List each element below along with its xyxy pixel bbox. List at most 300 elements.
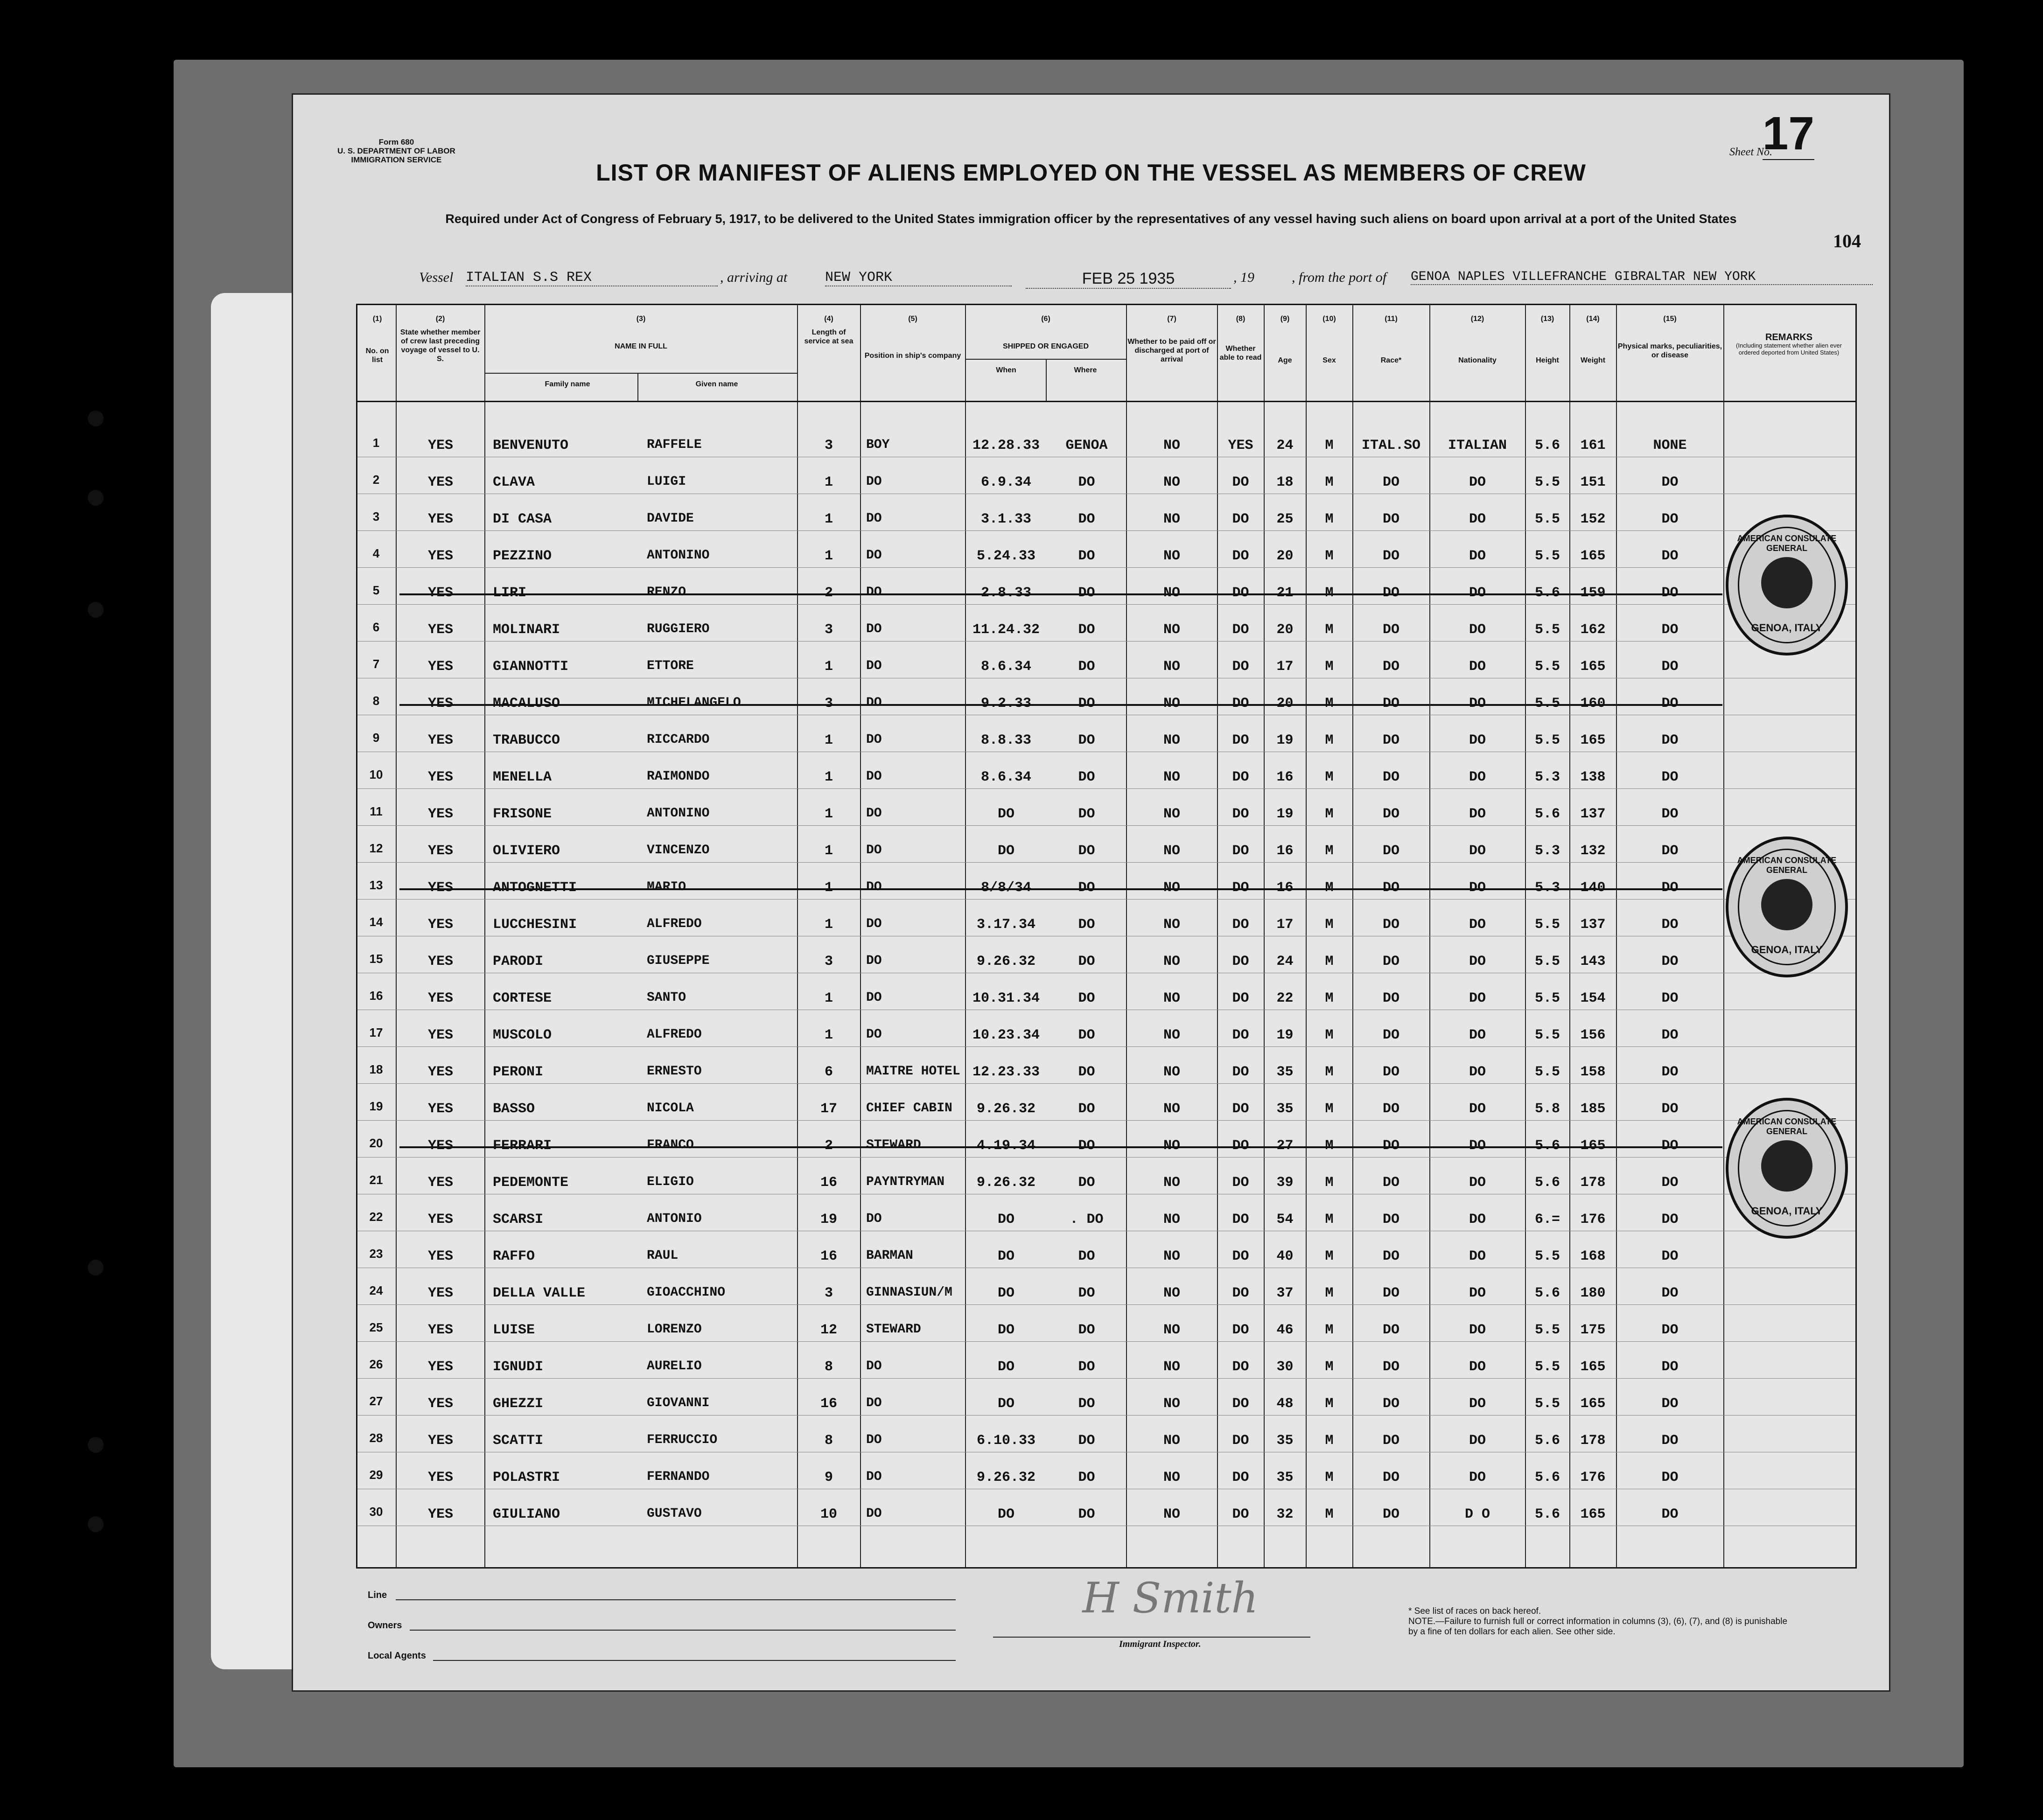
cell-weight: 151 bbox=[1580, 474, 1606, 490]
cell-nat: DO bbox=[1469, 732, 1486, 748]
cell-prev: YES bbox=[427, 1433, 453, 1449]
cell-nat: DO bbox=[1469, 1396, 1486, 1412]
cell-sex: M bbox=[1325, 1396, 1334, 1412]
eagle-emblem-icon bbox=[1761, 879, 1812, 930]
consulate-stamp bbox=[1726, 515, 1848, 655]
cell-family: BENVENUTO bbox=[493, 438, 569, 453]
cell-prev: YES bbox=[427, 659, 453, 675]
cell-position: DO bbox=[866, 843, 882, 858]
cell-paid: NO bbox=[1163, 1359, 1180, 1375]
col-number: (6) bbox=[1041, 315, 1050, 323]
cell-height: 5.8 bbox=[1534, 1101, 1560, 1117]
cell-age: 24 bbox=[1276, 954, 1294, 969]
cell-nat: DO bbox=[1469, 1138, 1486, 1154]
header-bottom-rule bbox=[357, 401, 1855, 402]
cell-position: DO bbox=[866, 1396, 882, 1410]
row-number: 18 bbox=[369, 1062, 383, 1076]
cell-age: 21 bbox=[1276, 585, 1294, 601]
from-port-label: , from the port of bbox=[1292, 270, 1387, 285]
cell-nat: D O bbox=[1464, 1506, 1490, 1522]
cell-position: DO bbox=[866, 659, 882, 673]
cell-when: 3.1.33 bbox=[980, 511, 1032, 527]
owners-field bbox=[410, 1630, 956, 1631]
cell-family: TRABUCCO bbox=[493, 732, 560, 748]
cell-position: DO bbox=[866, 1027, 882, 1042]
cell-age: 19 bbox=[1276, 732, 1294, 748]
cell-read: DO bbox=[1232, 990, 1249, 1006]
cell-position: DO bbox=[866, 1212, 882, 1226]
row-rule bbox=[357, 1415, 1855, 1416]
cell-height: 5.6 bbox=[1534, 1433, 1560, 1449]
cell-given: MICHELANGELO bbox=[647, 696, 741, 710]
cell-sex: M bbox=[1325, 1322, 1334, 1338]
cell-paid: NO bbox=[1163, 622, 1180, 638]
cell-service: 6 bbox=[824, 1064, 833, 1080]
cell-sex: M bbox=[1325, 1248, 1334, 1264]
row-strikethrough bbox=[399, 704, 1722, 706]
cell-paid: NO bbox=[1163, 1212, 1180, 1227]
cell-height: 5.5 bbox=[1534, 990, 1560, 1006]
cell-family: SCARSI bbox=[493, 1212, 544, 1227]
cell-when: 12.23.33 bbox=[972, 1064, 1040, 1080]
cell-paid: NO bbox=[1163, 1506, 1180, 1522]
sheet-number: 17 bbox=[1762, 107, 1814, 160]
cell-height: 5.3 bbox=[1534, 843, 1560, 859]
cell-nat: DO bbox=[1469, 769, 1486, 785]
cell-prev: YES bbox=[427, 1359, 453, 1375]
cell-height: 5.5 bbox=[1534, 474, 1560, 490]
row-number: 6 bbox=[372, 620, 380, 634]
row-rule bbox=[357, 825, 1855, 826]
cell-nat: DO bbox=[1469, 1027, 1486, 1043]
cell-family: MACALUSO bbox=[493, 696, 560, 711]
year-label: , 19 bbox=[1233, 270, 1254, 285]
line-label: Line bbox=[368, 1590, 387, 1600]
cell-given: NICOLA bbox=[647, 1101, 694, 1116]
cell-prev: YES bbox=[427, 1175, 453, 1191]
cell-nat: DO bbox=[1469, 585, 1486, 601]
cell-position: BARMAN bbox=[866, 1248, 913, 1263]
cell-given: ANTONINO bbox=[647, 806, 710, 821]
cell-weight: 165 bbox=[1580, 1138, 1606, 1154]
row-rule bbox=[357, 862, 1855, 863]
col-label: Age bbox=[1278, 356, 1292, 364]
cell-service: 10 bbox=[820, 1506, 837, 1522]
cell-race: DO bbox=[1382, 880, 1399, 896]
col-label: NAME IN FULL bbox=[615, 342, 667, 350]
cell-position: PAYNTRYMAN bbox=[866, 1175, 945, 1189]
cell-paid: NO bbox=[1163, 843, 1180, 859]
cell-height: 6.= bbox=[1534, 1212, 1560, 1227]
col-header-where: Where bbox=[1074, 366, 1097, 374]
cell-where: DO bbox=[1078, 696, 1095, 711]
cell-nat: DO bbox=[1469, 622, 1486, 638]
cell-marks: DO bbox=[1661, 732, 1679, 748]
row-rule bbox=[357, 788, 1855, 789]
row-number: 3 bbox=[372, 509, 380, 523]
cell-when: DO bbox=[997, 1359, 1015, 1375]
col-header-when: When bbox=[996, 366, 1016, 374]
cell-nat: DO bbox=[1469, 880, 1486, 896]
cell-sex: M bbox=[1325, 1506, 1334, 1522]
stamp-top-text: AMERICAN CONSULATE GENERAL bbox=[1737, 856, 1837, 875]
row-rule bbox=[357, 1120, 1855, 1121]
row-number: 29 bbox=[369, 1468, 383, 1482]
cell-race: DO bbox=[1382, 1027, 1399, 1043]
cell-sex: M bbox=[1325, 1470, 1334, 1485]
cell-age: 35 bbox=[1276, 1064, 1294, 1080]
cell-family: CORTESE bbox=[493, 990, 552, 1006]
cell-family: PERONI bbox=[493, 1064, 544, 1080]
cell-given: ANTONINO bbox=[647, 548, 710, 563]
col-label: Position in ship's company bbox=[864, 352, 961, 360]
cell-sex: M bbox=[1325, 880, 1334, 896]
cell-height: 5.5 bbox=[1534, 1027, 1560, 1043]
row-number: 4 bbox=[372, 546, 380, 560]
cell-height: 5.5 bbox=[1534, 732, 1560, 748]
cell-when: 12.28.33 bbox=[972, 438, 1040, 453]
row-rule bbox=[357, 1046, 1855, 1047]
cell-height: 5.6 bbox=[1534, 1285, 1560, 1301]
cell-paid: NO bbox=[1163, 438, 1180, 453]
cell-race: DO bbox=[1382, 548, 1399, 564]
cell-weight: 165 bbox=[1580, 548, 1606, 564]
cell-weight: 165 bbox=[1580, 1506, 1606, 1522]
col-number: (12) bbox=[1470, 315, 1484, 323]
cell-read: DO bbox=[1232, 732, 1249, 748]
cell-when: DO bbox=[997, 806, 1015, 822]
row-number: 25 bbox=[369, 1320, 383, 1334]
cell-service: 1 bbox=[824, 917, 833, 933]
col-number: (3) bbox=[636, 315, 646, 323]
cell-marks: DO bbox=[1661, 1506, 1679, 1522]
cell-marks: DO bbox=[1661, 1433, 1679, 1449]
cell-when: DO bbox=[997, 1285, 1015, 1301]
cell-when: DO bbox=[997, 1322, 1015, 1338]
cell-paid: NO bbox=[1163, 806, 1180, 822]
cell-sex: M bbox=[1325, 954, 1334, 969]
cell-given: ELIGIO bbox=[647, 1175, 694, 1189]
agents-field bbox=[433, 1660, 956, 1661]
cell-race: DO bbox=[1382, 511, 1399, 527]
cell-given: GIUSEPPE bbox=[647, 954, 710, 968]
consulate-stamp bbox=[1726, 1098, 1848, 1239]
cell-read: DO bbox=[1232, 1064, 1249, 1080]
cell-service: 3 bbox=[824, 954, 833, 969]
cell-age: 18 bbox=[1276, 474, 1294, 490]
cell-family: FRISONE bbox=[493, 806, 552, 822]
col-number: (5) bbox=[908, 315, 917, 323]
cell-nat: DO bbox=[1469, 843, 1486, 859]
cell-given: FRANCO bbox=[647, 1138, 694, 1152]
cell-marks: DO bbox=[1661, 1322, 1679, 1338]
cell-where: DO bbox=[1078, 1027, 1095, 1043]
vessel-label: Vessel bbox=[419, 270, 454, 285]
cell-weight: 156 bbox=[1580, 1027, 1606, 1043]
cell-weight: 165 bbox=[1580, 659, 1606, 675]
cell-when: 8.6.34 bbox=[980, 769, 1032, 785]
cell-when: DO bbox=[997, 1396, 1015, 1412]
cell-sex: M bbox=[1325, 769, 1334, 785]
cell-marks: DO bbox=[1661, 1138, 1679, 1154]
cell-paid: NO bbox=[1163, 548, 1180, 564]
cell-prev: YES bbox=[427, 880, 453, 896]
cell-prev: YES bbox=[427, 769, 453, 785]
cell-sex: M bbox=[1325, 1027, 1334, 1043]
cell-where: DO bbox=[1078, 1101, 1095, 1117]
cell-read: DO bbox=[1232, 1138, 1249, 1154]
cell-prev: YES bbox=[427, 696, 453, 711]
cell-position: DO bbox=[866, 1506, 882, 1521]
cell-marks: DO bbox=[1661, 1064, 1679, 1080]
cell-age: 35 bbox=[1276, 1470, 1294, 1485]
binder-hole bbox=[88, 1437, 104, 1453]
cell-sex: M bbox=[1325, 806, 1334, 822]
cell-age: 16 bbox=[1276, 843, 1294, 859]
cell-prev: YES bbox=[427, 1506, 453, 1522]
cell-given: RAUL bbox=[647, 1248, 679, 1263]
cell-sex: M bbox=[1325, 696, 1334, 711]
cell-where: DO bbox=[1078, 548, 1095, 564]
cell-paid: NO bbox=[1163, 880, 1180, 896]
cell-given: ALFREDO bbox=[647, 917, 702, 931]
row-number: 20 bbox=[369, 1136, 383, 1150]
cell-service: 1 bbox=[824, 659, 833, 675]
row-number: 21 bbox=[369, 1173, 383, 1187]
cell-when: 8.8.33 bbox=[980, 732, 1032, 748]
row-number: 19 bbox=[369, 1099, 383, 1113]
cell-given: LORENZO bbox=[647, 1322, 702, 1337]
cell-age: 25 bbox=[1276, 511, 1294, 527]
cell-read: DO bbox=[1232, 696, 1249, 711]
cell-family: BASSO bbox=[493, 1101, 535, 1117]
row-number: 1 bbox=[372, 436, 380, 450]
cell-age: 16 bbox=[1276, 769, 1294, 785]
cell-service: 1 bbox=[824, 474, 833, 490]
cell-given: ANTONIO bbox=[647, 1212, 702, 1226]
col-number: (4) bbox=[824, 315, 833, 323]
row-number: 11 bbox=[370, 804, 383, 818]
cell-service: 8 bbox=[824, 1359, 833, 1375]
cell-prev: YES bbox=[427, 1138, 453, 1154]
cell-position: DO bbox=[866, 732, 882, 747]
cell-service: 12 bbox=[820, 1322, 837, 1338]
cell-where: DO bbox=[1078, 1359, 1095, 1375]
row-rule bbox=[357, 1378, 1855, 1379]
cell-prev: YES bbox=[427, 1470, 453, 1485]
cell-position: BOY bbox=[866, 438, 890, 452]
manifest-page bbox=[292, 93, 1890, 1692]
department-name: U. S. DEPARTMENT OF LABOR bbox=[337, 146, 455, 155]
cell-race: DO bbox=[1382, 1212, 1399, 1227]
cell-position: DO bbox=[866, 548, 882, 563]
cell-family: MUSCOLO bbox=[493, 1027, 552, 1043]
cell-read: DO bbox=[1232, 880, 1249, 896]
cell-paid: NO bbox=[1163, 474, 1180, 490]
cell-race: DO bbox=[1382, 1322, 1399, 1338]
row-number: 14 bbox=[369, 915, 383, 929]
cell-when: DO bbox=[997, 1506, 1015, 1522]
cell-family: PEDEMONTE bbox=[493, 1175, 569, 1191]
cell-age: 19 bbox=[1276, 806, 1294, 822]
cell-marks: DO bbox=[1661, 769, 1679, 785]
cell-prev: YES bbox=[427, 917, 453, 933]
binder-edge bbox=[211, 293, 304, 1669]
cell-paid: NO bbox=[1163, 954, 1180, 969]
cell-age: 19 bbox=[1276, 1027, 1294, 1043]
cell-weight: 162 bbox=[1580, 622, 1606, 638]
cell-sex: M bbox=[1325, 548, 1334, 564]
cell-given: LUIGI bbox=[647, 474, 686, 489]
cell-age: 35 bbox=[1276, 1433, 1294, 1449]
cell-read: DO bbox=[1232, 917, 1249, 933]
row-number: 15 bbox=[369, 952, 383, 966]
cell-prev: YES bbox=[427, 1322, 453, 1338]
cell-family: GIANNOTTI bbox=[493, 659, 569, 675]
cell-weight: 165 bbox=[1580, 732, 1606, 748]
cell-age: 39 bbox=[1276, 1175, 1294, 1191]
cell-where: . DO bbox=[1070, 1212, 1104, 1227]
cell-when: 9.26.32 bbox=[976, 1470, 1036, 1485]
row-strikethrough bbox=[399, 888, 1722, 890]
cell-age: 20 bbox=[1276, 622, 1294, 638]
cell-nat: ITALIAN bbox=[1448, 438, 1507, 453]
cell-position: DO bbox=[866, 917, 882, 931]
cell-nat: DO bbox=[1469, 1248, 1486, 1264]
cell-family: LUISE bbox=[493, 1322, 535, 1338]
cell-given: RUGGIERO bbox=[647, 622, 710, 636]
cell-weight: 178 bbox=[1580, 1175, 1606, 1191]
cell-race: DO bbox=[1382, 659, 1399, 675]
cell-weight: 132 bbox=[1580, 843, 1606, 859]
cell-family: POLASTRI bbox=[493, 1470, 560, 1485]
form-number: Form 680 bbox=[378, 138, 414, 146]
cell-age: 24 bbox=[1276, 438, 1294, 453]
cell-nat: DO bbox=[1469, 917, 1486, 933]
cell-height: 5.5 bbox=[1534, 917, 1560, 933]
col-label: SHIPPED OR ENGAGED bbox=[1002, 342, 1089, 350]
cell-when: 10.23.34 bbox=[972, 1027, 1040, 1043]
cell-read: DO bbox=[1232, 1433, 1249, 1449]
row-rule bbox=[357, 1157, 1855, 1158]
consulate-stamp bbox=[1726, 837, 1848, 977]
cell-marks: DO bbox=[1661, 917, 1679, 933]
cell-height: 5.6 bbox=[1534, 1138, 1560, 1154]
cell-age: 20 bbox=[1276, 696, 1294, 711]
cell-read: YES bbox=[1228, 438, 1253, 453]
cell-when: 3.17.34 bbox=[976, 917, 1036, 933]
cell-height: 5.6 bbox=[1534, 585, 1560, 601]
cell-weight: 165 bbox=[1580, 1396, 1606, 1412]
cell-given: MARIO bbox=[647, 880, 686, 894]
cell-service: 17 bbox=[820, 1101, 837, 1117]
cell-nat: DO bbox=[1469, 1470, 1486, 1485]
row-number: 22 bbox=[369, 1210, 383, 1224]
cell-marks: DO bbox=[1661, 880, 1679, 896]
cell-where: DO bbox=[1078, 1064, 1095, 1080]
cell-weight: 161 bbox=[1580, 438, 1606, 453]
cell-paid: NO bbox=[1163, 1064, 1180, 1080]
cell-marks: DO bbox=[1661, 511, 1679, 527]
owners-label: Owners bbox=[368, 1620, 402, 1631]
cell-given: VINCENZO bbox=[647, 843, 710, 858]
col-header-given-name: Given name bbox=[695, 380, 738, 388]
cell-paid: NO bbox=[1163, 1027, 1180, 1043]
cell-service: 16 bbox=[820, 1175, 837, 1191]
cell-service: 3 bbox=[824, 1285, 833, 1301]
cell-race: DO bbox=[1382, 732, 1399, 748]
cell-read: DO bbox=[1232, 659, 1249, 675]
cell-height: 5.5 bbox=[1534, 622, 1560, 638]
cell-nat: DO bbox=[1469, 1359, 1486, 1375]
col-number: (13) bbox=[1540, 315, 1554, 323]
cell-sex: M bbox=[1325, 1101, 1334, 1117]
cell-where: DO bbox=[1078, 1506, 1095, 1522]
vessel-name: ITALIAN S.S REX bbox=[466, 270, 718, 286]
cell-age: 30 bbox=[1276, 1359, 1294, 1375]
shipped-subheader-split bbox=[1046, 359, 1047, 401]
cell-read: DO bbox=[1232, 1285, 1249, 1301]
cell-family: OLIVIERO bbox=[493, 843, 560, 859]
cell-marks: DO bbox=[1661, 1027, 1679, 1043]
row-number: 5 bbox=[372, 583, 380, 597]
cell-family: LUCCHESINI bbox=[493, 917, 577, 933]
cell-height: 5.3 bbox=[1534, 769, 1560, 785]
cell-nat: DO bbox=[1469, 806, 1486, 822]
cell-service: 2 bbox=[824, 585, 833, 601]
cell-family: CLAVA bbox=[493, 474, 535, 490]
cell-given: ALFREDO bbox=[647, 1027, 702, 1042]
cell-read: DO bbox=[1232, 1322, 1249, 1338]
sheet-label: Sheet No. bbox=[1729, 146, 1772, 158]
cell-when: 8/8/34 bbox=[980, 880, 1032, 896]
cell-where: DO bbox=[1078, 474, 1095, 490]
cell-sex: M bbox=[1325, 1138, 1334, 1154]
stamp-top-text: AMERICAN CONSULATE GENERAL bbox=[1737, 534, 1837, 553]
cell-prev: YES bbox=[427, 548, 453, 564]
row-strikethrough bbox=[399, 1146, 1722, 1148]
cell-when: 11.24.32 bbox=[972, 622, 1040, 638]
cell-where: DO bbox=[1078, 1248, 1095, 1264]
cell-race: DO bbox=[1382, 1138, 1399, 1154]
cell-marks: DO bbox=[1661, 1359, 1679, 1375]
col-header-read bbox=[1218, 314, 1263, 362]
cell-marks: DO bbox=[1661, 622, 1679, 638]
cell-family: MENELLA bbox=[493, 769, 552, 785]
cell-service: 9 bbox=[824, 1470, 833, 1485]
stamp-bottom-text: GENOA, ITALY bbox=[1751, 1205, 1823, 1217]
cell-family: GIULIANO bbox=[493, 1506, 560, 1522]
cell-position: DO bbox=[866, 622, 882, 636]
cell-where: DO bbox=[1078, 1433, 1095, 1449]
cell-paid: NO bbox=[1163, 732, 1180, 748]
cell-prev: YES bbox=[427, 1064, 453, 1080]
cell-given: SANTO bbox=[647, 990, 686, 1005]
cell-paid: NO bbox=[1163, 659, 1180, 675]
cell-where: DO bbox=[1078, 1396, 1095, 1412]
row-number: 8 bbox=[372, 694, 380, 708]
cell-where: DO bbox=[1078, 769, 1095, 785]
cell-race: DO bbox=[1382, 1285, 1399, 1301]
cell-read: DO bbox=[1232, 1248, 1249, 1264]
cell-position: DO bbox=[866, 511, 882, 526]
cell-prev: YES bbox=[427, 585, 453, 601]
cell-height: 5.5 bbox=[1534, 954, 1560, 969]
cell-position: DO bbox=[866, 954, 882, 968]
cell-service: 1 bbox=[824, 990, 833, 1006]
cell-where: DO bbox=[1078, 806, 1095, 822]
cell-service: 8 bbox=[824, 1433, 833, 1449]
